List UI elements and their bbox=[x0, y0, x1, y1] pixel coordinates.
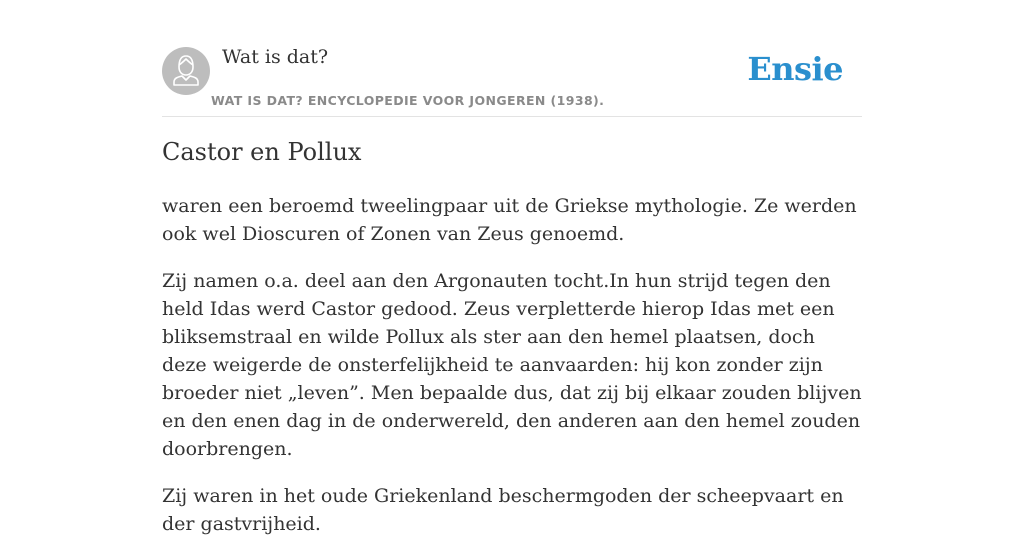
ensie-logo[interactable]: Ensie bbox=[747, 50, 843, 88]
page-title: Castor en Pollux bbox=[162, 138, 362, 166]
page-container bbox=[162, 0, 862, 535]
paragraph: Zij namen o.a. deel aan den Argonauten tocht.In hun strijd tegen den held Idas werd Castor gedood. Zeus verpletterde hierop Idas met een bliksemstraal en wilde Pollux als ster aan den hemel plaatsen, doch deze weigerde de onsterfelijkheid te aanvaarden: hij kon zonder zijn broeder niet „leven”. Men bepaalde dus, dat zij bij elkaar zouden blijven en den enen dag in de onderwereld, den anderen aan den hemel zouden doorbrengen. bbox=[162, 270, 862, 460]
source-link[interactable]: WAT IS DAT? ENCYCLOPEDIE VOOR JONGEREN (1938). bbox=[211, 93, 605, 108]
paragraph: Zij waren in het oude Griekenland beschermgoden der scheepvaart en der gastvrijheid. bbox=[162, 485, 844, 535]
author-name-link[interactable]: Wat is dat? bbox=[222, 46, 329, 68]
article-body bbox=[162, 192, 862, 557]
article-header bbox=[162, 0, 862, 117]
user-avatar-icon[interactable] bbox=[162, 47, 210, 95]
paragraph: waren een beroemd tweelingpaar uit de Griekse mythologie. Ze werden ook wel Dioscuren of Zonen van Zeus genoemd. bbox=[162, 195, 857, 245]
